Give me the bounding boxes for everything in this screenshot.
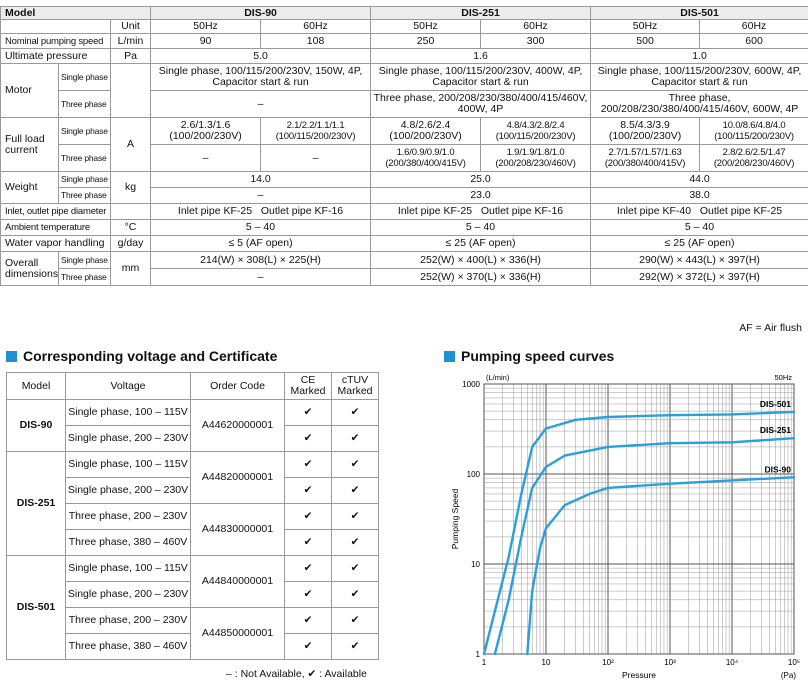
cert-voltage: Single phase, 200 – 230V <box>66 426 191 452</box>
ultimate-label: Ultimate pressure <box>1 49 111 64</box>
phase-label: Three phase <box>59 269 111 286</box>
spec-value: – <box>151 145 261 172</box>
freq-50: 50Hz <box>151 20 261 34</box>
spec-value: Single phase, 100/115/200/230V, 150W, 4P, Capacitor start & run <box>151 64 371 91</box>
ambient-label: Ambient temperature <box>1 220 111 236</box>
cert-model: DIS-251 <box>7 452 66 556</box>
spec-value: 500 <box>591 34 700 49</box>
cert-legend: – : Not Available, ✔ : Available <box>226 668 367 680</box>
y-tick-label: 1 <box>475 650 480 659</box>
cert-header: Voltage <box>66 373 191 400</box>
x-tick-label: 10² <box>602 658 614 667</box>
spec-value: Three phase, 200/208/230/380/400/415/460V, 600W, 4P <box>591 91 808 118</box>
check-icon: ✔ <box>285 608 332 634</box>
spec-value: ≤ 25 (AF open) <box>371 236 591 252</box>
air-flush-note: AF = Air flush <box>739 322 802 334</box>
spec-value: – <box>151 269 371 286</box>
phase-label: Three phase <box>59 91 111 118</box>
spec-value: 44.0 <box>591 172 808 188</box>
check-icon: ✔ <box>285 530 332 556</box>
spec-value: 5.0 <box>151 49 371 64</box>
spec-value: 1.9/1.9/1.8/1.0 (200/208/230/460V) <box>481 145 591 172</box>
order-code: A44830000001 <box>191 504 285 556</box>
spec-value: 2.6/1.3/1.6 (100/200/230V) <box>151 118 261 145</box>
spec-value: 14.0 <box>151 172 371 188</box>
spec-value: 5 – 40 <box>371 220 591 236</box>
weight-label: Weight <box>1 172 59 204</box>
spec-value: 214(W) × 308(L) × 225(H) <box>151 252 371 269</box>
x-tick-label: 10⁵ <box>787 658 801 667</box>
curves-title-text: Pumping speed curves <box>461 348 615 364</box>
pipe-value: Inlet pipe KF-25 Outlet pipe KF-16 <box>151 204 371 220</box>
phase-label: Single phase <box>59 118 111 145</box>
vapor-label: Water vapor handling <box>1 236 111 252</box>
model-header: Model <box>1 7 151 20</box>
freq-60: 60Hz <box>261 20 371 34</box>
check-icon: ✔ <box>332 478 379 504</box>
current-unit: A <box>111 118 151 172</box>
series-label-dis-90: DIS-90 <box>764 464 791 475</box>
y-unit-label: (L/min) <box>486 373 510 382</box>
freq-50: 50Hz <box>371 20 481 34</box>
check-icon: ✔ <box>332 504 379 530</box>
dims-unit: mm <box>111 252 151 286</box>
order-code: A44620000001 <box>191 400 285 452</box>
spec-value: ≤ 25 (AF open) <box>591 236 808 252</box>
cert-header: cTUV Marked <box>332 373 379 400</box>
pumping-speed-chart <box>444 366 806 680</box>
pipe-value: Inlet pipe KF-40 Outlet pipe KF-25 <box>591 204 808 220</box>
x-tick-label: 10³ <box>664 658 676 667</box>
spec-value: 10.0/8.6/4.8/4.0 (100/115/200/230V) <box>700 118 808 145</box>
cert-header: Order Code <box>191 373 285 400</box>
spec-value: 1.6 <box>371 49 591 64</box>
spec-value: – <box>151 188 371 204</box>
model-dis501: DIS-501 <box>591 7 808 20</box>
cert-header: Model <box>7 373 66 400</box>
order-code: A44850000001 <box>191 608 285 660</box>
order-code: A44840000001 <box>191 556 285 608</box>
check-icon: ✔ <box>285 478 332 504</box>
dims-label: Overall dimensions <box>1 252 59 286</box>
spec-value: 5 – 40 <box>151 220 371 236</box>
motor-label: Motor <box>1 64 59 118</box>
series-label-dis-501: DIS-501 <box>759 398 791 409</box>
spec-value: – <box>151 91 371 118</box>
x-tick-label: 10 <box>541 658 551 667</box>
cert-voltage: Single phase, 100 – 115V <box>66 556 191 582</box>
spec-value: 38.0 <box>591 188 808 204</box>
y-axis-label: Pumping Speed <box>450 488 460 550</box>
check-icon: ✔ <box>285 400 332 426</box>
cert-table <box>6 372 379 660</box>
cert-model: DIS-90 <box>7 400 66 452</box>
spec-value: 4.8/2.6/2.4 (100/200/230V) <box>371 118 481 145</box>
y-tick-label: 100 <box>466 470 480 479</box>
y-tick-label: 10 <box>471 560 480 569</box>
weight-unit: kg <box>111 172 151 204</box>
spec-value: 5 – 40 <box>591 220 808 236</box>
phase-label: Single phase <box>59 172 111 188</box>
ultimate-unit: Pa <box>111 49 151 64</box>
series-label-dis-251: DIS-251 <box>759 425 791 436</box>
cert-voltage: Three phase, 200 – 230V <box>66 608 191 634</box>
spec-value: 600 <box>700 34 808 49</box>
spec-table <box>0 6 808 286</box>
order-code: A44820000001 <box>191 452 285 504</box>
vapor-unit: g/day <box>111 236 151 252</box>
check-icon: ✔ <box>332 608 379 634</box>
frequency-label: 50Hz <box>774 373 792 382</box>
nominal-label: Nominal pumping speed <box>1 34 111 49</box>
y-tick-label: 1000 <box>462 380 480 389</box>
x-tick-label: 1 <box>481 658 487 667</box>
spec-value: 108 <box>261 34 371 49</box>
freq-50: 50Hz <box>591 20 700 34</box>
check-icon: ✔ <box>285 556 332 582</box>
x-unit-label: (Pa) <box>780 671 796 680</box>
spec-value: 2.8/2.6/2.5/1.47 (200/208/230/460V) <box>700 145 808 172</box>
spec-value: 4.8/4.3/2.8/2.4 (100/115/200/230V) <box>481 118 591 145</box>
curves-section-title <box>444 348 614 364</box>
cert-voltage: Single phase, 200 – 230V <box>66 478 191 504</box>
spec-value: – <box>261 145 371 172</box>
cert-voltage: Single phase, 100 – 115V <box>66 452 191 478</box>
x-tick-label: 10⁴ <box>725 658 739 667</box>
spec-value: 290(W) × 443(L) × 397(H) <box>591 252 808 269</box>
cert-title-text: Corresponding voltage and Certificate <box>23 348 278 364</box>
cert-section-title <box>6 348 277 364</box>
current-label: Full load current <box>1 118 59 172</box>
cert-model: DIS-501 <box>7 556 66 660</box>
nominal-unit: L/min <box>111 34 151 49</box>
cert-voltage: Three phase, 380 – 460V <box>66 530 191 556</box>
spec-value: 250 <box>371 34 481 49</box>
check-icon: ✔ <box>332 582 379 608</box>
check-icon: ✔ <box>332 400 379 426</box>
check-icon: ✔ <box>285 582 332 608</box>
model-dis90: DIS-90 <box>151 7 371 20</box>
spec-value: Three phase, 200/208/230/380/400/415/460V, 400W, 4P <box>371 91 591 118</box>
check-icon: ✔ <box>285 504 332 530</box>
cert-voltage: Single phase, 200 – 230V <box>66 582 191 608</box>
spec-value: 1.0 <box>591 49 808 64</box>
spec-value: 8.5/4.3/3.9 (100/200/230V) <box>591 118 700 145</box>
spec-value: 2.7/1.57/1.57/1.63 (200/380/400/415V) <box>591 145 700 172</box>
freq-60: 60Hz <box>700 20 808 34</box>
unit-header: Unit <box>111 20 151 34</box>
check-icon: ✔ <box>332 452 379 478</box>
pipe-label: Inlet, outlet pipe diameter <box>1 204 111 220</box>
spec-value: Single phase, 100/115/200/230V, 400W, 4P, Capacitor start & run <box>371 64 591 91</box>
freq-60: 60Hz <box>481 20 591 34</box>
check-icon: ✔ <box>332 530 379 556</box>
spec-value: 252(W) × 370(L) × 336(H) <box>371 269 591 286</box>
pipe-value: Inlet pipe KF-25 Outlet pipe KF-16 <box>371 204 591 220</box>
phase-label: Single phase <box>59 64 111 91</box>
check-icon: ✔ <box>332 634 379 660</box>
cert-voltage: Three phase, 380 – 460V <box>66 634 191 660</box>
x-axis-label: Pressure <box>621 670 657 680</box>
spec-value: 25.0 <box>371 172 591 188</box>
ambient-unit: °C <box>111 220 151 236</box>
cert-voltage: Single phase, 100 – 115V <box>66 400 191 426</box>
spec-value: 23.0 <box>371 188 591 204</box>
check-icon: ✔ <box>332 426 379 452</box>
phase-label: Three phase <box>59 145 111 172</box>
cert-voltage: Three phase, 200 – 230V <box>66 504 191 530</box>
spec-value: ≤ 5 (AF open) <box>151 236 371 252</box>
phase-label: Single phase <box>59 252 111 269</box>
check-icon: ✔ <box>332 556 379 582</box>
phase-label: Three phase <box>59 188 111 204</box>
spec-value: 1.6/0.9/0.9/1.0 (200/380/400/415V) <box>371 145 481 172</box>
cert-header: CE Marked <box>285 373 332 400</box>
check-icon: ✔ <box>285 452 332 478</box>
spec-value: 90 <box>151 34 261 49</box>
model-dis251: DIS-251 <box>371 7 591 20</box>
section-square-icon <box>444 351 455 362</box>
spec-value: 300 <box>481 34 591 49</box>
check-icon: ✔ <box>285 426 332 452</box>
spec-value: 252(W) × 400(L) × 336(H) <box>371 252 591 269</box>
check-icon: ✔ <box>285 634 332 660</box>
section-square-icon <box>6 351 17 362</box>
spec-value: 2.1/2.2/1.1/1.1 (100/115/200/230V) <box>261 118 371 145</box>
spec-value: 292(W) × 372(L) × 397(H) <box>591 269 808 286</box>
spec-value: Single phase, 100/115/200/230V, 600W, 4P, Capacitor start & run <box>591 64 808 91</box>
